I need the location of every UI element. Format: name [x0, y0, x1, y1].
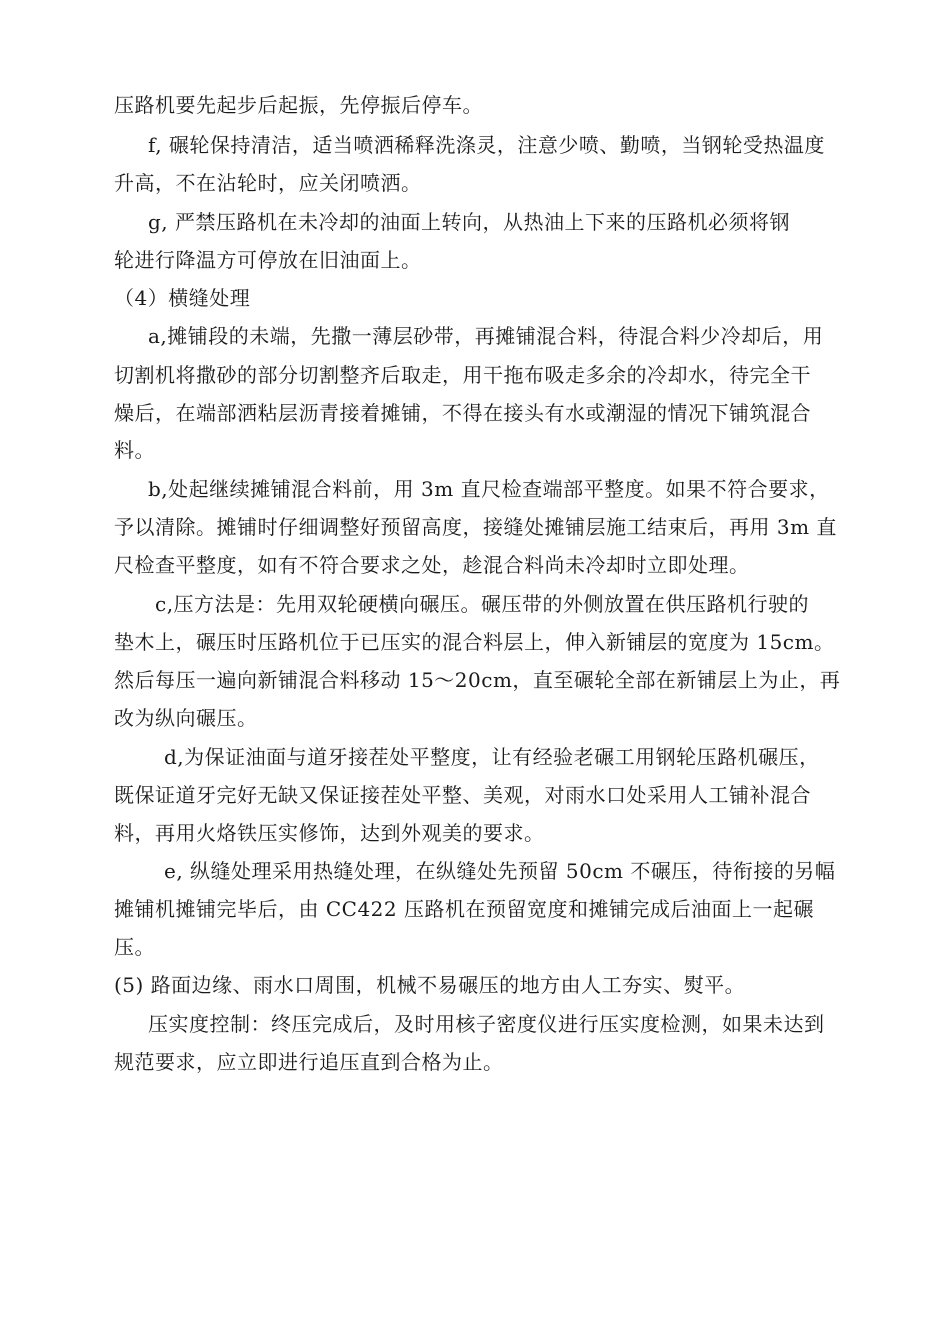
section-heading: (5) 路面边缘、雨水口周围，机械不易碾压的地方由人工夯实、熨平。: [114, 973, 746, 997]
text-line: 然后每压一遍向新铺混合料移动 15～20cm，直至碾轮全部在新铺层上为止，再: [114, 668, 841, 692]
text-line: 升高，不在沾轮时，应关闭喷洒。: [114, 171, 422, 195]
text-line: 垫木上，碾压时压路机位于已压实的混合料层上，伸入新铺层的宽度为 15cm。: [114, 630, 835, 654]
text-line: 尺检查平整度，如有不符合要求之处，趁混合料尚未冷却时立即处理。: [114, 553, 750, 577]
text-line: g, 严禁压路机在未冷却的油面上转向，从热油上下来的压路机必须将钢: [148, 210, 791, 234]
text-line: 料，再用火烙铁压实修饰，达到外观美的要求。: [114, 821, 545, 845]
text-line: 压实度控制：终压完成后，及时用核子密度仪进行压实度检测，如果未达到: [148, 1012, 825, 1036]
text-line: e, 纵缝处理采用热缝处理，在纵缝处先预留 50cm 不碾压，待衔接的另幅: [164, 859, 836, 883]
text-line: 摊铺机摊铺完毕后，由 CC422 压路机在预留宽度和摊铺完成后油面上一起碾: [114, 897, 814, 921]
text-line: f, 碾轮保持清洁，适当喷洒稀释洗涤灵，注意少喷、勤喷，当钢轮受热温度: [148, 133, 825, 157]
text-line: 改为纵向碾压。: [114, 706, 258, 730]
text-line: d,为保证油面与道牙接茬处平整度，让有经验老碾工用钢轮压路机碾压，: [164, 745, 820, 769]
text-line: 轮进行降温方可停放在旧油面上。: [114, 248, 422, 272]
text-line: 切割机将撒砂的部分切割整齐后取走，用干拖布吸走多余的冷却水，待完全干: [114, 363, 811, 387]
text-line: 燥后，在端部洒粘层沥青接着摊铺，不得在接头有水或潮湿的情况下铺筑混合: [114, 401, 811, 425]
text-line: c,压方法是：先用双轮硬横向碾压。碾压带的外侧放置在供压路机行驶的: [155, 592, 810, 616]
text-line: 料。: [114, 438, 155, 462]
text-line: 压。: [114, 935, 155, 959]
section-heading: （4）横缝处理: [114, 286, 251, 310]
text-line: 压路机要先起步后起振，先停振后停车。: [114, 93, 483, 117]
text-line: 既保证道牙完好无缺又保证接茬处平整、美观，对雨水口处采用人工铺补混合: [114, 783, 811, 807]
text-line: 规范要求，应立即进行追压直到合格为止。: [114, 1050, 504, 1074]
text-line: a,摊铺段的未端，先撒一薄层砂带，再摊铺混合料，待混合料少冷却后，用: [148, 324, 824, 348]
text-line: 予以清除。摊铺时仔细调整好预留高度，接缝处摊铺层施工结束后，再用 3m 直: [114, 515, 837, 539]
text-line: b,处起继续摊铺混合料前，用 3m 直尺检查端部平整度。如果不符合要求，: [148, 477, 830, 501]
